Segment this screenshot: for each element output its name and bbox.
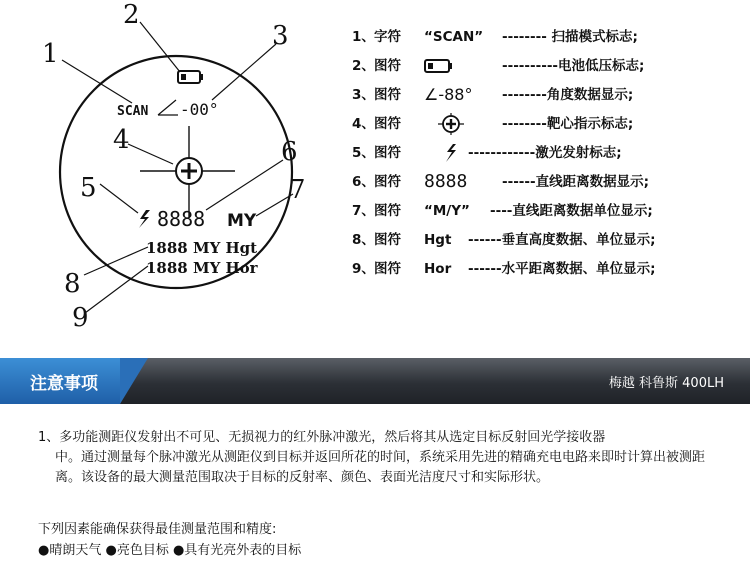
hor-line: 1888 MY Hor [146, 259, 258, 277]
legend-item-6 [352, 171, 650, 193]
legend-num: 2、 [352, 58, 375, 74]
legend-num: 9、 [352, 261, 375, 277]
legend-symbol: 8888 [424, 171, 468, 192]
legend-item-1 [352, 26, 638, 48]
legend-symbol: Hgt [424, 232, 452, 248]
callout-1: 1 [42, 39, 59, 69]
legend-symbol: “SCAN” [424, 29, 484, 45]
legend-type: 字符 [374, 29, 401, 45]
legend-item-5 [352, 142, 622, 164]
callout-3: 3 [272, 21, 289, 51]
legend-type: 图符 [374, 116, 401, 132]
legend-num: 1、 [352, 29, 375, 45]
banner-wedge [120, 358, 148, 404]
legend-item-8 [352, 229, 656, 251]
angle-value: -00° [180, 100, 219, 119]
note-paragraph-3: ●晴朗天气 ●亮色目标 ●具有光亮外表的目标 [38, 543, 302, 558]
legend-desc: ------垂直高度数据、单位显示; [468, 232, 656, 248]
callout-9: 9 [72, 303, 89, 333]
hgt-line: 1888 MY Hgt [146, 239, 258, 257]
scan-text: SCAN [117, 104, 149, 119]
legend-desc: ------直线距离数据显示; [502, 174, 650, 190]
legend-item-3 [352, 84, 634, 106]
crosshair-icon [438, 113, 464, 135]
legend-symbol: ∠-88° [424, 85, 473, 104]
battery-icon [424, 55, 454, 77]
legend-desc: ------水平距离数据、单位显示; [468, 261, 656, 277]
callout-2: 2 [123, 0, 140, 30]
legend-num: 7、 [352, 203, 375, 219]
legend-desc: ------------激光发射标志; [468, 145, 622, 161]
legend-num: 8、 [352, 232, 375, 248]
callout-7: 7 [289, 175, 306, 205]
laser-icon [139, 210, 150, 228]
legend-desc: ----------电池低压标志; [502, 58, 645, 74]
callout-8: 8 [64, 269, 81, 299]
legend-type: 图符 [374, 203, 401, 219]
callout-5: 5 [80, 173, 97, 203]
note-paragraph-1 [38, 428, 728, 488]
legend-num: 4、 [352, 116, 375, 132]
legend-symbol: Hor [424, 261, 452, 277]
legend-item-7 [352, 200, 653, 222]
note-paragraph-2: 下列因素能确保获得最佳测量范围和精度: [38, 522, 277, 537]
legend-num: 3、 [352, 87, 375, 103]
legend-type: 图符 [374, 145, 401, 161]
crosshair-icon [140, 126, 235, 218]
laser-icon [444, 142, 458, 164]
legend-desc: --------角度数据显示; [502, 87, 634, 103]
banner-product: 梅越 科鲁斯 400LH [608, 376, 724, 391]
legend-type: 图符 [374, 58, 401, 74]
distance-unit: MY [227, 211, 257, 231]
legend-type: 图符 [374, 87, 401, 103]
section-banner [0, 358, 750, 404]
display-diagram [0, 0, 350, 340]
legend-type: 图符 [374, 232, 401, 248]
legend-num: 5、 [352, 145, 375, 161]
legend-type: 图符 [374, 174, 401, 190]
legend-type: 图符 [374, 261, 401, 277]
angle-icon [158, 100, 178, 115]
legend-desc: ----直线距离数据单位显示; [490, 203, 653, 219]
legend-item-2 [352, 55, 645, 77]
callout-6: 6 [281, 137, 298, 167]
legend-desc: --------靶心指示标志; [502, 116, 634, 132]
distance-digits: 8888 [157, 207, 206, 231]
note-p1-first: 1、多功能测距仪发射出不可见、无损视力的红外脉冲激光，然后将其从选定目标反射回光学接收器 [38, 430, 606, 445]
note-p1-rest: 中。通过测量每个脉冲激光从测距仪到目标并返回所花的时间，系统采用先进的精确充电电路来即时计算出被测距离。该设备的最大测量范围取决于目标的反射率、颜色、表面光洁度尺寸和实际形状。 [55, 450, 706, 485]
callout-4: 4 [113, 125, 130, 155]
legend-item-4 [352, 113, 634, 135]
legend-item-9 [352, 258, 656, 280]
legend-symbol: “M/Y” [424, 203, 470, 219]
legend-num: 6、 [352, 174, 375, 190]
battery-icon [178, 71, 203, 83]
banner-title: 注意事项 [30, 374, 98, 394]
legend-desc: -------- 扫描模式标志; [502, 29, 638, 45]
